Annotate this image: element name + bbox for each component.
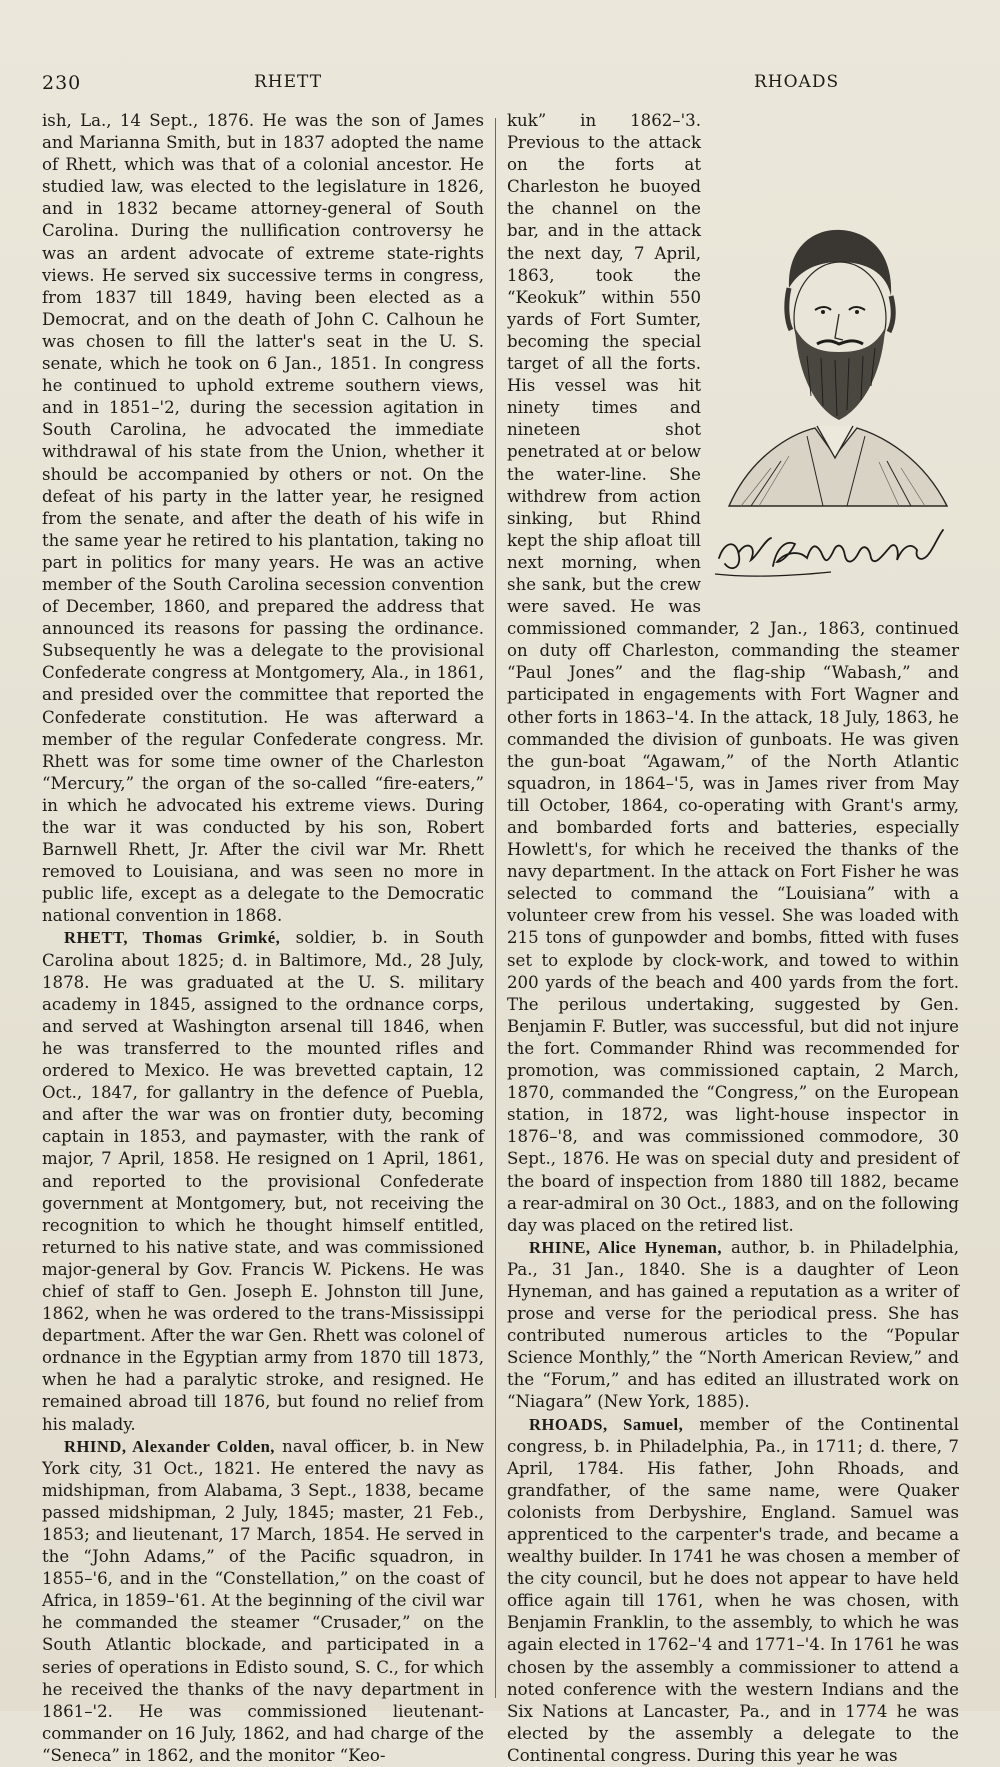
page-number: 230: [42, 72, 82, 94]
right-column: [507, 110, 959, 1765]
headword-rhine: RHINE, Alice Hyneman,: [529, 1237, 723, 1257]
running-header: [42, 72, 958, 102]
headword-rhett-thomas: RHETT, Thomas Grimké,: [64, 928, 281, 948]
portrait-engraving: [711, 206, 959, 606]
right-running-head: RHOADS: [754, 72, 840, 92]
entry-rhind-alexander: [42, 1436, 484, 1767]
rhett-robert-continuation: ish, La., 14 Sept., 1876. He was the son of James and Marianna Smith, but in 1837 adopted the name of Rhett, which was that of a colonial ancestor. He studied law, was elected to the legislature in 1826, and in 1832 became attorney-general of South Carolina. During the nullification controversy he was an ardent advocate of extreme state-rights views. He served six successive terms in congress, from 1837 till 1849, having been elected as a Democrat, and on the death of John C. Calhoun he was chosen to fill the latter's seat in the U. S. senate, which he took on 6 Jan., 1851. In congress he continued to uphold extreme southern views, and in 1851–'2, during the secession agitation in South Carolina, he advocated the immediate withdrawal of his state from the Union, whether it should be accompanied by others or not. On the defeat of his party in the latter year, he resigned from the senate, and after the death of his wife in the same year he retired to his plantation, taking no part in politics for many years. He was an active member of the South Carolina secession convention of December, 1860, and prepared the address that announced its reasons for passing the ordinance. Subsequently he was a delegate to the provisional Confederate congress at Montgomery, Ala., in 1861, and presided over the committee that reported the Confederate constitution. He was afterward a member of the regular Confederate congress. Mr. Rhett was for some time owner of the Charleston “Mercury,” the organ of the so-called “fire-eaters,” in which he advocated his extreme views. During the war it was conducted by his son, Robert Barnwell Rhett, Jr. After the civil war Mr. Rhett removed to Louisiana, and was seen no more in public life, except as a delegate to the Democratic national convention in 1868.: [42, 111, 484, 926]
entry-rhett-thomas: [42, 927, 484, 1435]
headword-rhoads: RHOADS, Samuel,: [529, 1414, 684, 1434]
entry-rhine-alice: [507, 1237, 959, 1414]
entry-body-rhine: author, b. in Philadelphia, Pa., 31 Jan., 1840. She is a daughter of Leon Hyneman, and has gained a reputation as a writer of prose and verse for the periodical press. She has contributed numerous articles to the “Popular Science Monthly,” the “North American Review,” and the “Forum,” and has edited an illustrated work on “Niagara” (New York, 1885).: [507, 1237, 959, 1412]
entry-body-rhett-thomas: soldier, b. in South Carolina about 1825; d. in Baltimore, Md., 28 July, 1878. He was graduated at the U. S. military academy in 1845, assigned to the ordnance corps, and served at Washington arsenal till 1846, when he was transferred to the mounted rifles and ordered to Mexico. He was brevetted captain, 12 Oct., 1847, for gallantry in the defence of Puebla, and after the war was on frontier duty, becoming captain in 1853, and paymaster, with the rank of major, 7 April, 1858. He resigned on 1 April, 1861, and reported to the provisional Confederate government at Montgomery, but, not receiving the recognition to which he thought himself entitled, returned to his native state, and was commissioned major-general by Gov. Francis W. Pickens. He was chief of staff to Gen. Joseph E. Johnston till June, 1862, when he was ordered to the trans-Mississippi department. After the war Gen. Rhett was colonel of ordnance in the Egyptian army from 1870 till 1873, when he had a paralytic stroke, and resigned. He remained abroad till 1876, but found no relief from his malady.: [42, 928, 484, 1434]
column-rule: [495, 118, 496, 1698]
entry-body-rhind: naval officer, b. in New York city, 31 Oct., 1821. He entered the navy as midshipman, from Alabama, 3 Sept., 1838, became passed midshipman, 2 July, 1845; master, 21 Feb., 1853; and lieutenant, 17 March, 1854. He served in the “John Adams,” of the Pacific squadron, in 1855–'6, and in the “Constellation,” on the coast of Africa, in 1859–'61. At the beginning of the civil war he commanded the steamer “Crusader,” on the South Atlantic blockade, and participated in a series of operations in Edisto sound, S. C., for which he received the thanks of the navy department in 1861–'2. He was commissioned lieutenant-commander on 16 July, 1862, and had charge of the “Seneca” in 1862, and the monitor “Keo-: [42, 1436, 484, 1765]
left-column: [42, 110, 484, 1765]
portrait-signature: [711, 536, 959, 558]
entry-rhoads-samuel: [507, 1414, 959, 1767]
headword-rhind: RHIND, Alexander Colden,: [64, 1436, 275, 1456]
left-running-head: RHETT: [254, 72, 323, 92]
rhind-continuation: kuk” in 1862–'3. Previous to the attack on the forts at Charleston he buoyed the channel on the bar, and in the attack the next day, 7 April, 1863, took the “Keokuk” within 550 yards of Fort Sumter, becoming the special target of all the forts. His vessel was hit ninety times and nineteen shot penetrated at or below the water-line. She withdrew from action sinking, but Rhind kept the ship afloat till next morning, when she sank, but the crew were saved. He was commissioned commander, 2 Jan., 1863, continued on duty off Charleston, commanding the steamer “Paul Jones” and the flag-ship “Wabash,” and participated in engagements with Fort Wagner and other forts in 1863–'4. In the attack, 18 July, 1863, he commanded the division of gunboats. He was given the gun-boat “Agawam,” of the North Atlantic squadron, in 1864–'5, was in James river from May till October, 1864, co-operating with Grant's army, and bombarded forts and batteries, especially Howlett's, for which he received the thanks of the navy department. In the attack on Fort Fisher he was selected to command the “Louisiana” with a volunteer crew from his vessel. She was loaded with 215 tons of gunpowder and bombs, fitted with fuses set to explode by clock-work, and towed to within 200 yards of the beach and 400 yards from the fort. The perilous undertaking, suggested by Gen. Benjamin F. Butler, was successful, but did not injure the fort. Commander Rhind was recommended for promotion, was commissioned captain, 2 March, 1870, commanded the “Congress,” on the European station, in 1872, was light-house inspector in 1876–'8, and was commissioned commodore, 30 Sept., 1876. He was on special duty and president of the board of inspection from 1880 till 1882, became a rear-admiral on 30 Oct., 1883, and on the following day was placed on the retired list.: [507, 111, 959, 1235]
entry-body-rhoads: member of the Continental congress, b. in Philadelphia, Pa., in 1711; d. there, 7 April, 1784. His father, John Rhoads, and grandfather, of the same name, were Quaker colonists from Derbyshire, England. Samuel was apprenticed to the carpenter's trade, and became a wealthy builder. In 1741 he was chosen a member of the city council, but he does not appear to have held office again till 1761, when he was chosen, with Benjamin Franklin, to the assembly, to which he was again elected in 1762–'4 and 1771–'4. In 1761 he was chosen by the assembly a commissioner to attend a noted conference with the western Indians and the Six Nations at Lancaster, Pa., and in 1774 he was elected by the assembly a delegate to the Continental congress. During this year he was: [507, 1414, 959, 1765]
